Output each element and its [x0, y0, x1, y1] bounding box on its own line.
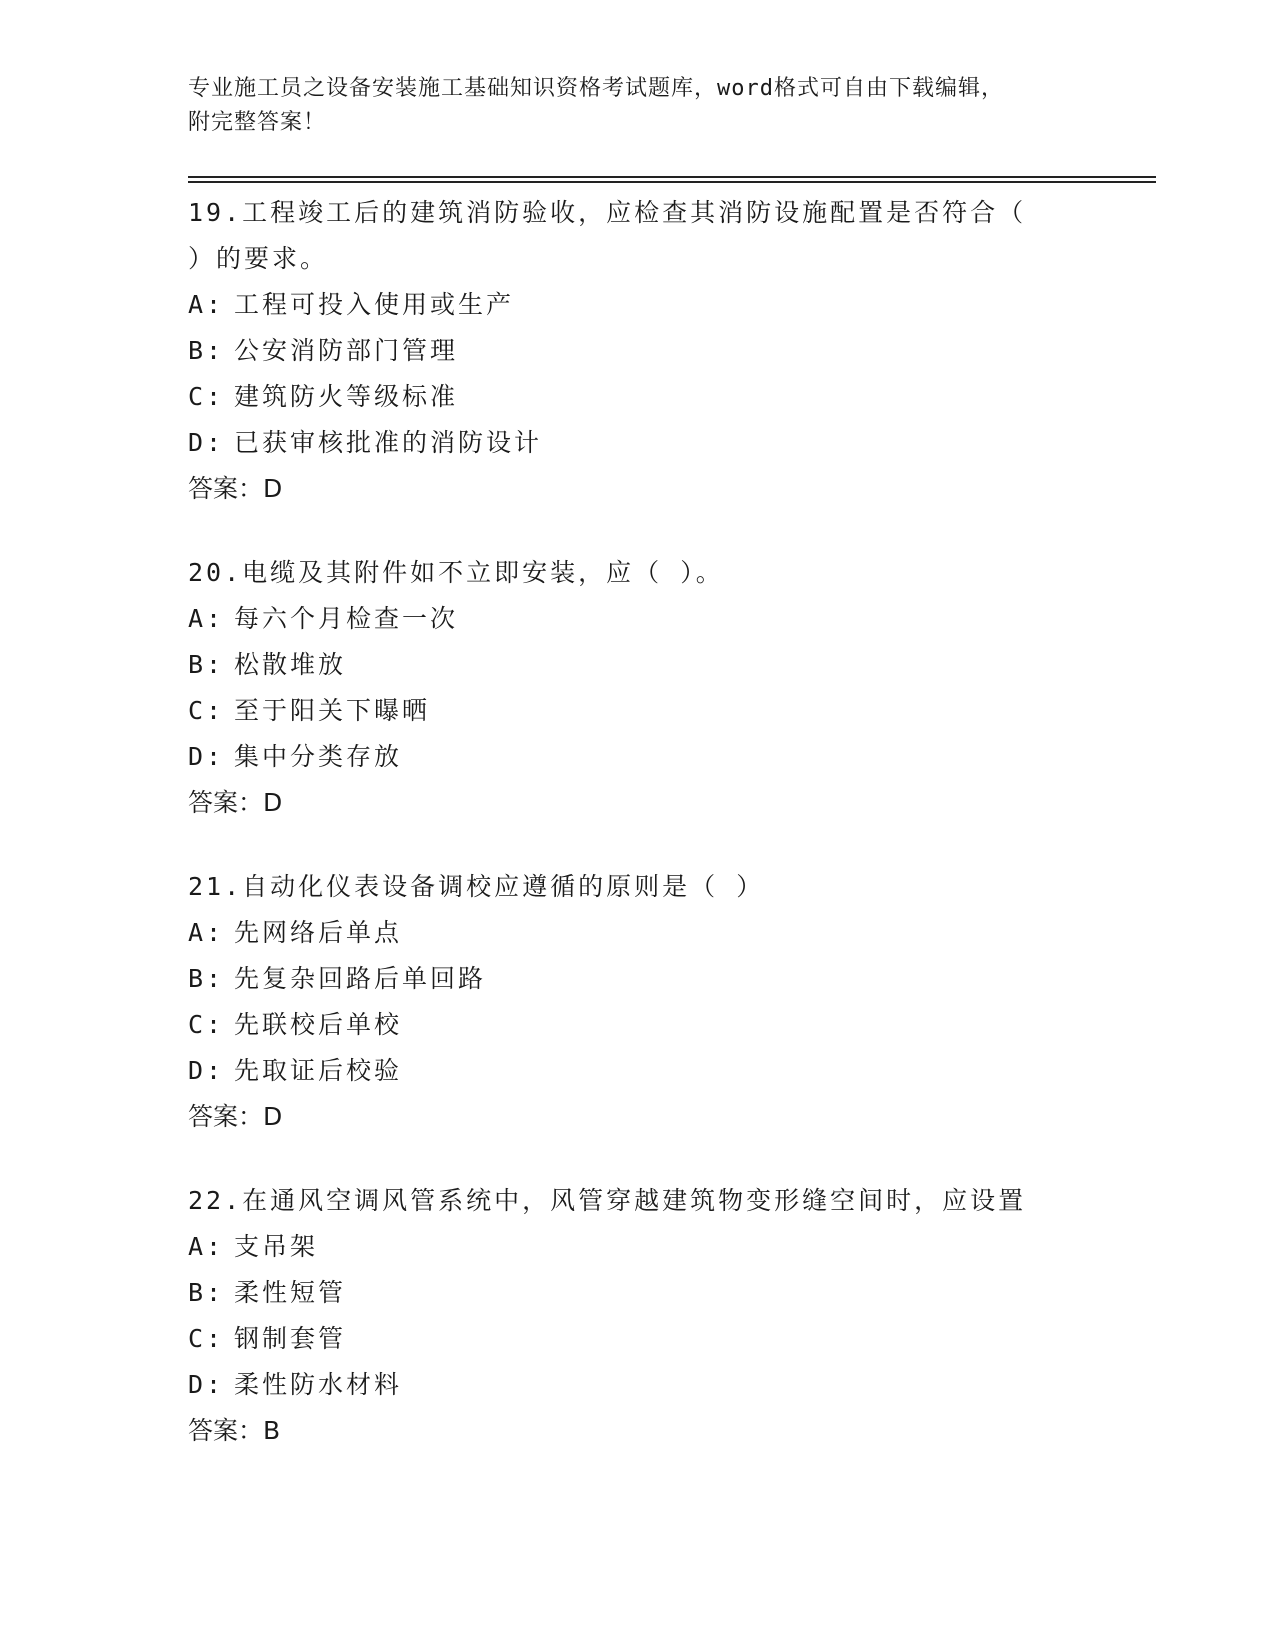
question-21: [188, 864, 1068, 1140]
option-a: [188, 282, 1068, 328]
question-text: 22.在通风空调风管系统中，风管穿越建筑物变形缝空间时，应设置: [188, 1186, 1027, 1215]
question-20: [188, 550, 1068, 826]
option-text: 柔性防水材料: [234, 1370, 403, 1399]
option-letter: A:: [188, 604, 225, 633]
option-letter: D:: [188, 742, 225, 771]
header-line-2: 附完整答案！: [188, 110, 327, 135]
option-text: 钢制套管: [234, 1324, 347, 1353]
option-letter: B:: [188, 650, 225, 679]
option-text: 松散堆放: [234, 650, 347, 679]
option-b: [188, 956, 1068, 1002]
option-a: [188, 1224, 1068, 1270]
option-b: [188, 1270, 1068, 1316]
option-text: 建筑防火等级标准: [234, 382, 459, 411]
option-c: [188, 374, 1068, 420]
answer: 答案：D: [188, 474, 283, 503]
option-text: 先联校后单校: [234, 1010, 403, 1039]
option-text: 至于阳关下曝晒: [234, 696, 431, 725]
option-c: [188, 688, 1068, 734]
option-c: [188, 1002, 1068, 1048]
option-b: [188, 328, 1068, 374]
option-text: 先取证后校验: [234, 1056, 403, 1085]
option-d: [188, 1048, 1068, 1094]
option-letter: D:: [188, 428, 225, 457]
answer: 答案：D: [188, 1102, 283, 1131]
question-text: 20.电缆及其附件如不立即安装，应（ ）。: [188, 558, 724, 587]
option-letter: C:: [188, 1010, 225, 1039]
option-letter: B:: [188, 336, 225, 365]
option-text: 每六个月检查一次: [234, 604, 459, 633]
option-text: 先网络后单点: [234, 918, 403, 947]
option-letter: B:: [188, 1278, 225, 1307]
option-a: [188, 910, 1068, 956]
header-divider-bottom: [188, 181, 1156, 183]
header-line-1: 专业施工员之设备安装施工基础知识资格考试题库，word格式可自由下载编辑，: [188, 76, 1004, 101]
question-19: [188, 190, 1068, 512]
option-letter: D:: [188, 1370, 225, 1399]
option-c: [188, 1316, 1068, 1362]
option-letter: A:: [188, 290, 225, 319]
option-letter: C:: [188, 696, 225, 725]
question-text: 21.自动化仪表设备调校应遵循的原则是（ ）: [188, 872, 765, 901]
header-divider-top: [188, 176, 1156, 178]
option-d: [188, 734, 1068, 780]
option-text: 已获审核批准的消防设计: [234, 428, 543, 457]
answer: 答案：B: [188, 1416, 281, 1445]
option-letter: B:: [188, 964, 225, 993]
option-text: 柔性短管: [234, 1278, 347, 1307]
option-letter: C:: [188, 382, 225, 411]
document-header: [188, 72, 1068, 140]
option-d: [188, 1362, 1068, 1408]
option-letter: C:: [188, 1324, 225, 1353]
answer: 答案：D: [188, 788, 283, 817]
option-text: 集中分类存放: [234, 742, 403, 771]
option-letter: A:: [188, 1232, 225, 1261]
option-letter: A:: [188, 918, 225, 947]
question-text: 19.工程竣工后的建筑消防验收，应检查其消防设施配置是否符合（ ）的要求。: [188, 198, 1027, 273]
option-text: 支吊架: [234, 1232, 319, 1261]
option-text: 工程可投入使用或生产: [234, 290, 515, 319]
option-letter: D:: [188, 1056, 225, 1085]
option-d: [188, 420, 1068, 466]
question-22: [188, 1178, 1068, 1454]
question-list: [188, 190, 1068, 1492]
option-text: 公安消防部门管理: [234, 336, 459, 365]
option-a: [188, 596, 1068, 642]
option-text: 先复杂回路后单回路: [234, 964, 487, 993]
option-b: [188, 642, 1068, 688]
